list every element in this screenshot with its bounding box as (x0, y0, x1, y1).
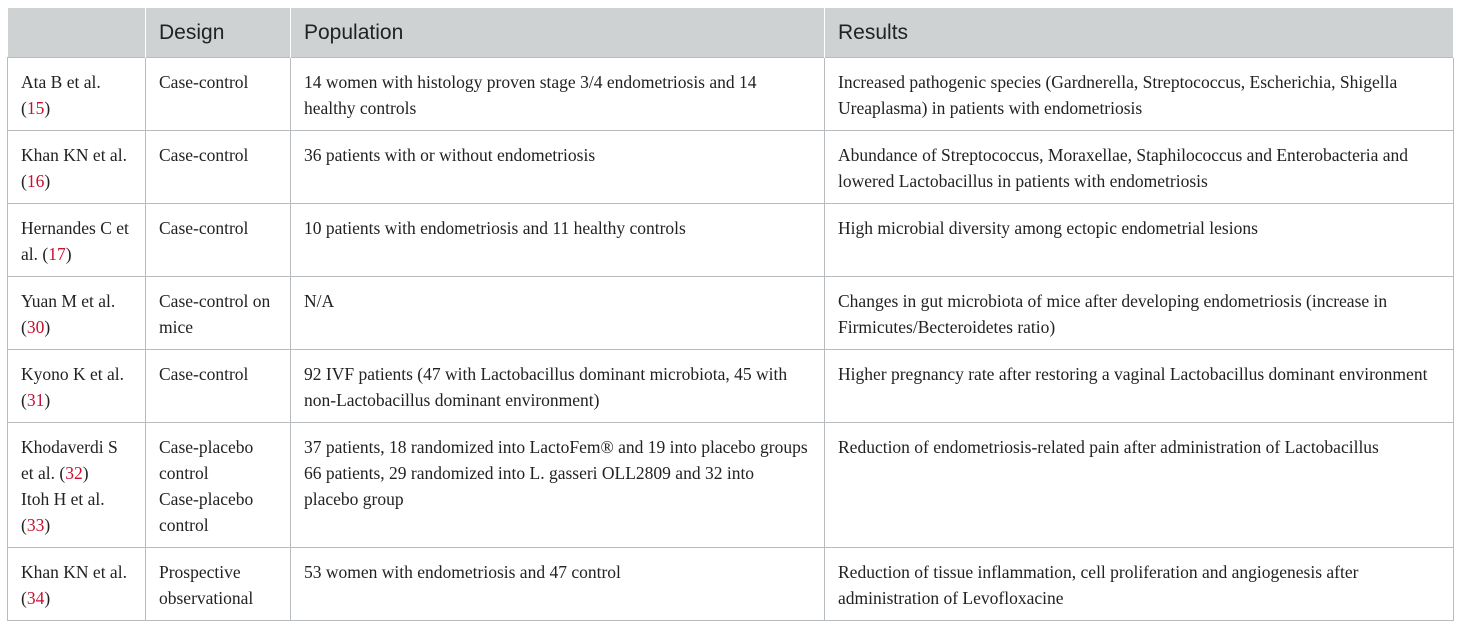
study-name: Khodaverdi S et al. ( (21, 437, 118, 483)
population-cell: 10 patients with endometriosis and 11 healthy controls (291, 204, 825, 277)
design-cell: Case-control on mice (146, 277, 291, 350)
reference-link[interactable]: 33 (26, 515, 45, 535)
study-close: ) (44, 588, 51, 608)
reference-link[interactable]: 32 (65, 463, 83, 483)
study-cell (8, 204, 146, 277)
population-entry: 66 patients, 29 randomized into L. gasseri OLL2809 and 32 into placebo group (304, 463, 755, 509)
study-name: Kyono K et al. ( (21, 364, 125, 410)
design-cell: Case-control (146, 350, 291, 423)
study-name: Yuan M et al. ( (21, 291, 116, 337)
study-name: Ata B et al. ( (21, 72, 101, 118)
table-row (8, 204, 1454, 277)
reference-link[interactable]: 30 (26, 317, 45, 337)
study-close: ) (65, 244, 72, 264)
study-cell (8, 58, 146, 131)
results-cell: Higher pregnancy rate after restoring a vaginal Lactobacillus dominant environment (825, 350, 1454, 423)
population-cell (291, 423, 825, 548)
population-cell: 14 women with histology proven stage 3/4 endometriosis and 14 healthy controls (291, 58, 825, 131)
results-cell: Increased pathogenic species (Gardnerella, Streptococcus, Escherichia, Shigella Ureaplasma) in patients with endometriosis (825, 58, 1454, 131)
table-row (8, 548, 1454, 621)
design-cell: Prospective observational (146, 548, 291, 621)
results-cell: Reduction of tissue inflammation, cell proliferation and angiogenesis after administration of Levofloxacine (825, 548, 1454, 621)
study-name: Hernandes C et al. ( (21, 218, 129, 264)
study-close: ) (44, 390, 51, 410)
design-cell: Case-control (146, 204, 291, 277)
study-name: Khan KN et al. ( (21, 562, 127, 608)
header-row (8, 8, 1454, 58)
study-close: ) (82, 463, 89, 483)
table-row (8, 423, 1454, 548)
study-close: ) (44, 98, 51, 118)
reference-link[interactable]: 16 (26, 171, 45, 191)
population-cell: 36 patients with or without endometriosis (291, 131, 825, 204)
study-cell (8, 131, 146, 204)
header-population: Population (291, 8, 825, 58)
results-cell: Abundance of Streptococcus, Moraxellae, Staphilococcus and Enterobacteria and lowered Lactobacillus in patients with endometriosis (825, 131, 1454, 204)
results-cell: Changes in gut microbiota of mice after developing endometriosis (increase in Firmicutes/Becteroidetes ratio) (825, 277, 1454, 350)
population-cell: N/A (291, 277, 825, 350)
design-entry: Case-placebo control (159, 437, 254, 483)
population-cell: 53 women with endometriosis and 47 control (291, 548, 825, 621)
reference-link[interactable]: 34 (26, 588, 45, 608)
study-name: Khan KN et al. ( (21, 145, 127, 191)
results-cell: High microbial diversity among ectopic endometrial lesions (825, 204, 1454, 277)
reference-link[interactable]: 15 (26, 98, 45, 118)
table-row (8, 131, 1454, 204)
study-entry (21, 486, 132, 538)
study-cell (8, 423, 146, 548)
design-cell: Case-control (146, 58, 291, 131)
study-close: ) (44, 317, 51, 337)
study-cell (8, 350, 146, 423)
population-cell: 92 IVF patients (47 with Lactobacillus dominant microbiota, 45 with non-Lactobacillus dominant environment) (291, 350, 825, 423)
reference-link[interactable]: 31 (26, 390, 45, 410)
study-name: Itoh H et al. ( (21, 489, 105, 535)
population-entry: 37 patients, 18 randomized into LactoFem® and 19 into placebo groups (304, 437, 808, 457)
study-cell (8, 277, 146, 350)
header-results: Results (825, 8, 1454, 58)
study-close: ) (44, 171, 51, 191)
studies-table (7, 8, 1454, 621)
study-close: ) (44, 515, 51, 535)
results-cell: Reduction of endometriosis-related pain after administration of Lactobacillus (825, 423, 1454, 548)
reference-link[interactable]: 17 (48, 244, 66, 264)
study-entry (21, 434, 132, 486)
table-row (8, 350, 1454, 423)
header-study (8, 8, 146, 58)
design-entry: Case-placebo control (159, 489, 254, 535)
design-cell (146, 423, 291, 548)
study-cell (8, 548, 146, 621)
header-design: Design (146, 8, 291, 58)
table-row (8, 277, 1454, 350)
table-row (8, 58, 1454, 131)
design-cell: Case-control (146, 131, 291, 204)
